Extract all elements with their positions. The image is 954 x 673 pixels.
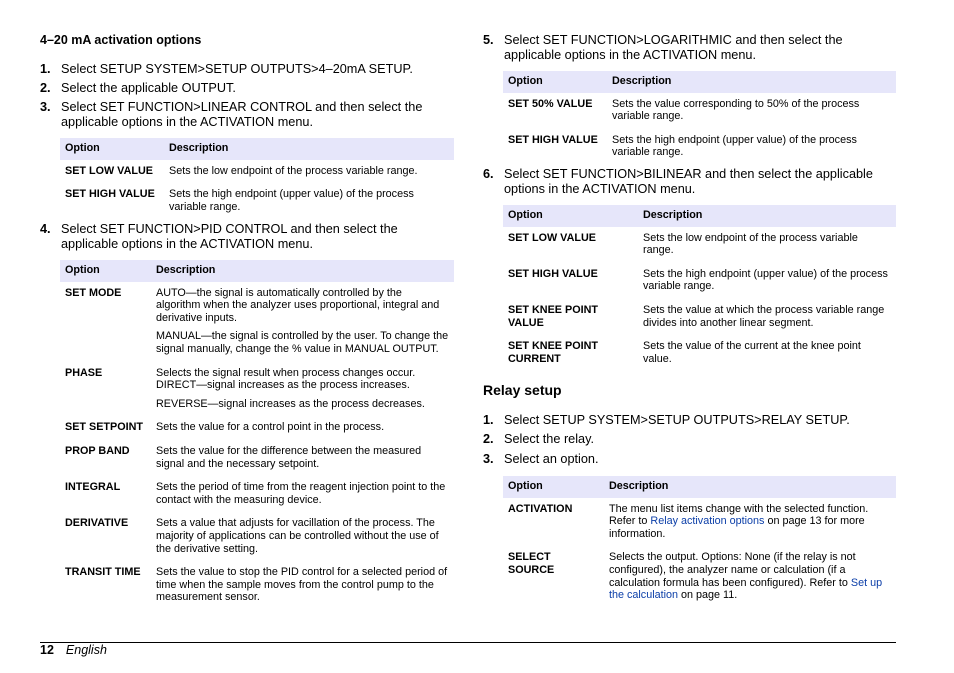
table-row (60, 282, 454, 362)
option-name: SET HIGH VALUE (508, 267, 598, 280)
option-name: SET KNEE POINT CURRENT (508, 340, 598, 365)
step-number: 2. (40, 81, 51, 95)
step-number: 3. (483, 452, 494, 466)
step-number: 3. (40, 100, 51, 114)
option-description: Sets the low endpoint of the process variable range. (169, 164, 418, 177)
option-description: Sets the value to stop the PID control for a selected period of time when the sample moves from the control pump to the measurement sensor. (156, 566, 448, 604)
table-row (503, 498, 896, 547)
column-header-option: Option (503, 476, 604, 498)
relay-activation-options-link[interactable]: Relay activation options (650, 515, 765, 528)
step-number: 6. (483, 167, 494, 181)
step-number: 2. (483, 432, 494, 446)
description-text: The menu list items change with the selected function. Refer to (609, 502, 869, 528)
step-number: 1. (483, 413, 494, 427)
page-footer (40, 643, 107, 657)
option-name: SET LOW VALUE (508, 231, 596, 244)
option-description (151, 282, 454, 362)
table-row (60, 160, 454, 184)
column-header-description: Description (164, 138, 454, 160)
option-description: Sets the high endpoint (upper value) of the process variable range. (612, 133, 857, 159)
table-row (503, 129, 896, 165)
description-text: Selects the output. Options: None (if the relay is not configured), the analyzer name or calculation (if a calculation formula has been configured). Refer to (609, 551, 856, 589)
relay-options-table (503, 476, 896, 608)
section-heading: 4–20 mA activation options (40, 33, 202, 47)
option-name: SET HIGH VALUE (508, 133, 598, 146)
step-text: Select an option. (504, 452, 599, 466)
table-row (503, 93, 896, 129)
step-number: 1. (40, 62, 51, 76)
option-name: SET 50% VALUE (508, 97, 593, 110)
step-5 (483, 33, 896, 63)
step-text: Select SET FUNCTION>PID CONTROL and then select the applicable options in the ACTIVATION menu. (61, 222, 398, 251)
option-description (604, 498, 896, 547)
description-paragraph: AUTO—the signal is automatically controlled by the algorithm when the analyzer uses proportional, integral and derivative inputs. (156, 286, 440, 324)
set-up-calculation-link[interactable]: Set up the calculation (609, 576, 883, 602)
footer-divider (40, 642, 896, 643)
description-paragraph: MANUAL—the signal is controlled by the user. To change the signal manually, change the % value in MANUAL OUTPUT. (156, 330, 449, 355)
step-text: Select SETUP SYSTEM>SETUP OUTPUTS>4–20mA SETUP. (61, 62, 413, 76)
linear-options-table (60, 138, 454, 219)
option-description: Sets the low endpoint of the process variable range. (643, 231, 858, 257)
table-row (60, 416, 454, 440)
option-name: ACTIVATION (508, 502, 573, 515)
column-header-option: Option (60, 260, 151, 282)
step-text: Select SETUP SYSTEM>SETUP OUTPUTS>RELAY SETUP. (504, 413, 850, 427)
footer-language: English (65, 643, 107, 657)
description-text: on page 11. (678, 589, 738, 602)
table-row (60, 476, 454, 512)
option-name: PROP BAND (65, 444, 130, 457)
option-name: SET LOW VALUE (65, 164, 153, 177)
option-description (604, 546, 896, 607)
option-name: SET HIGH VALUE (65, 188, 155, 201)
step-4 (40, 222, 454, 252)
column-header-option: Option (503, 205, 638, 227)
option-name: DERIVATIVE (65, 517, 129, 530)
step-number: 4. (40, 222, 51, 236)
pid-options-table (60, 260, 454, 610)
option-name: PHASE (65, 366, 103, 379)
step-text: Select SET FUNCTION>LINEAR CONTROL and then select the applicable options in the ACTIVATION menu. (61, 100, 423, 129)
option-description: Sets the high endpoint (upper value) of the process variable range. (169, 188, 414, 213)
step-3 (40, 100, 454, 130)
table-row (503, 227, 896, 263)
option-name: SET KNEE POINT VALUE (508, 303, 598, 329)
step-number: 5. (483, 33, 494, 47)
option-description: Sets the value at which the process variable range divides into another linear segment. (643, 303, 885, 329)
table-row (60, 183, 454, 219)
option-name: SET MODE (65, 286, 122, 299)
column-header-option: Option (60, 138, 164, 160)
option-description (151, 362, 454, 417)
option-description: Sets the period of time from the reagent injection point to the contact with the measuring device. (156, 481, 446, 506)
table-row (60, 362, 454, 417)
option-name: TRANSIT TIME (65, 566, 141, 579)
option-description: Sets the value corresponding to 50% of the process variable range. (612, 97, 860, 123)
relay-setup-heading: Relay setup (483, 382, 562, 398)
option-description: Sets a value that adjusts for vacillation of the process. The majority of applications can be controlled without the use of the derivative setting. (156, 517, 439, 555)
option-description: Sets the value for a control point in the process. (156, 421, 385, 434)
page-number: 12 (40, 643, 54, 657)
table-row (503, 546, 896, 607)
option-name: INTEGRAL (65, 481, 121, 494)
table-row (60, 512, 454, 561)
step-text: Select the relay. (504, 432, 595, 446)
step-text: Select SET FUNCTION>LOGARITHMIC and then select the applicable options in the ACTIVATION menu. (504, 33, 843, 62)
step-6 (483, 167, 896, 197)
description-paragraph: REVERSE—signal increases as the process decreases. (156, 397, 425, 410)
option-name: SELECT SOURCE (508, 551, 555, 576)
option-description: Sets the value for the difference between the measured signal and the necessary setpoint. (156, 444, 422, 470)
column-header-description: Description (151, 260, 454, 282)
column-header-description: Description (638, 205, 896, 227)
bilinear-options-table (503, 205, 896, 371)
table-row (503, 299, 896, 335)
option-name: SET SETPOINT (65, 421, 143, 434)
column-header-description: Description (604, 476, 896, 498)
logarithmic-options-table (503, 71, 896, 165)
step-text: Select the applicable OUTPUT. (61, 81, 236, 95)
option-description: Sets the high endpoint (upper value) of the process variable range. (643, 267, 888, 293)
step-text: Select SET FUNCTION>BILINEAR and then select the applicable options in the ACTIVATION menu. (504, 167, 873, 196)
column-header-description: Description (607, 71, 896, 93)
table-row (503, 263, 896, 299)
table-row (503, 335, 896, 371)
option-description: Sets the value of the current at the knee point value. (643, 340, 861, 365)
table-row (60, 440, 454, 476)
description-paragraph: Selects the signal result when process changes occur. DIRECT—signal increases as the process increases. (156, 366, 416, 392)
description-text: on page 13 for more information. (609, 515, 865, 540)
column-header-option: Option (503, 71, 607, 93)
table-row (60, 561, 454, 610)
